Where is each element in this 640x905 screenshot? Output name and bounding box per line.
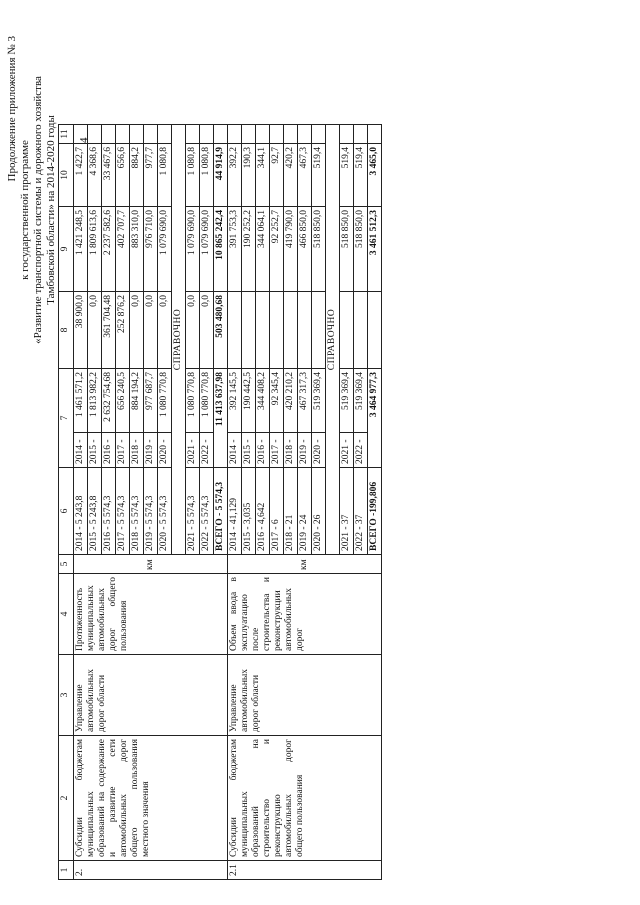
indicator-value: 2021 - 5 574,3 — [186, 468, 200, 555]
indicator-value: 2018 - 21 — [284, 468, 298, 555]
year: 2014 - — [74, 432, 88, 467]
indicator-value: 2016 - 5 574,3 — [102, 468, 116, 555]
header-line1: Продолжение приложения № 3 — [6, 36, 18, 182]
total-indicator: ВСЕГО - 5 574,3 — [214, 468, 228, 555]
federal-budget — [228, 292, 242, 369]
total-funding: 1 080 770,8 — [158, 369, 172, 433]
col-6: 6 — [59, 468, 74, 555]
year: 2022 - — [354, 432, 368, 467]
unit: км — [74, 555, 228, 574]
local-budget: 884,2 — [130, 144, 144, 207]
year: 2014 - — [228, 432, 242, 467]
extra-budget — [298, 125, 312, 144]
unit: км — [228, 555, 382, 574]
local-budget: 519,4 — [354, 144, 368, 207]
regional-budget: 518 850,0 — [340, 207, 354, 292]
regional-budget: 391 753,3 — [228, 207, 242, 292]
regional-budget: 402 707,7 — [116, 207, 130, 292]
year: 2015 - — [88, 432, 102, 467]
local-budget: 1 422,7 — [74, 144, 88, 207]
header — [6, 30, 58, 390]
federal-budget: 0,0 — [200, 292, 214, 369]
federal-budget — [242, 292, 256, 369]
total-funding: 420 210,2 — [284, 369, 298, 433]
total-regional: 10 865 242,4 — [214, 207, 228, 292]
total-funding: 519 369,4 — [354, 369, 368, 433]
total-extra — [368, 125, 382, 144]
total-funding: 656 240,5 — [116, 369, 130, 433]
extra-budget — [74, 125, 88, 144]
total-funding: 1 461 571,2 — [74, 369, 88, 433]
total-funding: 467 317,3 — [298, 369, 312, 433]
federal-budget: 0,0 — [158, 292, 172, 369]
extra-budget — [116, 125, 130, 144]
year: 2019 - — [144, 432, 158, 467]
regional-budget: 466 850,0 — [298, 207, 312, 292]
reference-label: СПРАВОЧНО — [172, 125, 186, 555]
local-budget: 519,4 — [340, 144, 354, 207]
year: 2016 - — [256, 432, 270, 467]
federal-budget — [354, 292, 368, 369]
federal-budget: 361 704,48 — [102, 292, 116, 369]
total-funding: 519 369,4 — [312, 369, 326, 433]
federal-budget — [312, 292, 326, 369]
federal-budget — [284, 292, 298, 369]
federal-budget — [340, 292, 354, 369]
block-2 — [74, 125, 228, 880]
total-funding: 92 345,4 — [270, 369, 284, 433]
table-row — [74, 125, 88, 880]
local-budget: 519,4 — [312, 144, 326, 207]
extra-budget — [102, 125, 116, 144]
total-funding: 392 145,5 — [228, 369, 242, 433]
total-regional: 3 461 512,3 — [368, 207, 382, 292]
extra-budget — [284, 125, 298, 144]
total-funding: 1 080 770,8 — [200, 369, 214, 433]
extra-budget — [158, 125, 172, 144]
regional-budget: 1 079 690,0 — [158, 207, 172, 292]
total-indicator: ВСЕГО -199,806 — [368, 468, 382, 555]
local-budget: 1 080,8 — [186, 144, 200, 207]
regional-budget: 883 310,0 — [130, 207, 144, 292]
block-2-1 — [228, 125, 382, 880]
year: 2020 - — [312, 432, 326, 467]
indicator: Объем ввода в эксплуатацию после строительства и реконструкции автомобильных дорог — [228, 574, 382, 655]
year: 2021 - — [186, 432, 200, 467]
year: 2018 - — [284, 432, 298, 467]
indicator-value: 2019 - 5 574,3 — [144, 468, 158, 555]
local-budget: 420,2 — [284, 144, 298, 207]
local-budget: 467,3 — [298, 144, 312, 207]
indicator-value: 2022 - 5 574,3 — [200, 468, 214, 555]
local-budget: 1 080,8 — [200, 144, 214, 207]
program-table — [58, 124, 382, 880]
col-2: 2 — [59, 736, 74, 861]
regional-budget: 2 237 582,6 — [102, 207, 116, 292]
year: 2022 - — [200, 432, 214, 467]
year: 2019 - — [298, 432, 312, 467]
indicator: Протяженность муниципальных автомобильных дорог общего пользования — [74, 574, 228, 655]
regional-budget: 1 809 613,6 — [88, 207, 102, 292]
page-number: 4 — [78, 137, 90, 143]
local-budget: 392,2 — [228, 144, 242, 207]
column-number-row — [59, 125, 74, 880]
extra-budget — [130, 125, 144, 144]
regional-budget: 976 710,0 — [144, 207, 158, 292]
local-budget: 92,7 — [270, 144, 284, 207]
total-funding: 1 080 770,8 — [186, 369, 200, 433]
table-row — [228, 125, 242, 880]
indicator-value: 2014 - 41,129 — [228, 468, 242, 555]
regional-budget: 518 850,0 — [354, 207, 368, 292]
indicator-value: 2017 - 6 — [270, 468, 284, 555]
total-federal — [368, 292, 382, 369]
year: 2016 - — [102, 432, 116, 467]
col-10: 10 — [59, 144, 74, 207]
federal-budget: 38 900,0 — [74, 292, 88, 369]
regional-budget: 518 850,0 — [312, 207, 326, 292]
extra-budget — [340, 125, 354, 144]
federal-budget — [298, 292, 312, 369]
header-line2: к государственной программе — [19, 140, 31, 280]
total-federal: 503 480,68 — [214, 292, 228, 369]
header-line4: Тамбовской области» на 2014-2020 годы — [45, 115, 57, 305]
total-funding: 11 413 637,98 — [214, 369, 228, 468]
extra-budget — [186, 125, 200, 144]
year: 2020 - — [158, 432, 172, 467]
indicator-value: 2022 - 37 — [354, 468, 368, 555]
executor: Управление автомобильных дорог области — [228, 655, 382, 736]
measure-name: Субсидии бюджетам муниципальных образований на строительство и реконструкцию автомобильных дорог общего пользования — [228, 736, 382, 861]
col-3: 3 — [59, 655, 74, 736]
reference-label: СПРАВОЧНО — [326, 125, 340, 555]
total-funding: 1 813 982,2 — [88, 369, 102, 433]
local-budget: 4 368,6 — [88, 144, 102, 207]
total-funding: 344 408,2 — [256, 369, 270, 433]
total-funding: 977 687,7 — [144, 369, 158, 433]
indicator-value: 2014 - 5 243,8 — [74, 468, 88, 555]
federal-budget: 0,0 — [88, 292, 102, 369]
year: 2021 - — [340, 432, 354, 467]
header-line3: «Развитие транспортной системы и дорожного хозяйства — [32, 76, 44, 344]
local-budget: 33 467,6 — [102, 144, 116, 207]
indicator-value: 2017 - 5 574,3 — [116, 468, 130, 555]
total-local: 44 914,9 — [214, 144, 228, 207]
regional-budget: 1 079 690,0 — [200, 207, 214, 292]
year: 2015 - — [242, 432, 256, 467]
indicator-value: 2019 - 24 — [298, 468, 312, 555]
indicator-value: 2018 - 5 574,3 — [130, 468, 144, 555]
total-funding: 3 464 977,3 — [368, 369, 382, 468]
total-extra — [214, 125, 228, 144]
extra-budget — [256, 125, 270, 144]
col-1: 1 — [59, 861, 74, 880]
total-funding: 2 632 754,68 — [102, 369, 116, 433]
regional-budget: 92 252,7 — [270, 207, 284, 292]
extra-budget — [88, 125, 102, 144]
executor: Управление автомобильных дорог области — [74, 655, 228, 736]
local-budget: 344,1 — [256, 144, 270, 207]
indicator-value: 2015 - 3,035 — [242, 468, 256, 555]
total-funding: 190 442,5 — [242, 369, 256, 433]
indicator-value: 2021 - 37 — [340, 468, 354, 555]
regional-budget: 344 064,1 — [256, 207, 270, 292]
local-budget: 1 080,8 — [158, 144, 172, 207]
col-9: 9 — [59, 207, 74, 292]
regional-budget: 1 079 690,0 — [186, 207, 200, 292]
col-8: 8 — [59, 292, 74, 369]
total-local: 3 465,0 — [368, 144, 382, 207]
row-number: 2. — [74, 861, 228, 880]
year: 2017 - — [270, 432, 284, 467]
regional-budget: 419 790,0 — [284, 207, 298, 292]
federal-budget: 0,0 — [144, 292, 158, 369]
total-funding: 519 369,4 — [340, 369, 354, 433]
indicator-value: 2020 - 26 — [312, 468, 326, 555]
extra-budget — [242, 125, 256, 144]
federal-budget — [256, 292, 270, 369]
regional-budget: 190 252,2 — [242, 207, 256, 292]
federal-budget: 0,0 — [186, 292, 200, 369]
federal-budget: 0,0 — [130, 292, 144, 369]
extra-budget — [312, 125, 326, 144]
local-budget: 977,7 — [144, 144, 158, 207]
indicator-value: 2016 - 4,642 — [256, 468, 270, 555]
regional-budget: 1 421 248,5 — [74, 207, 88, 292]
local-budget: 656,6 — [116, 144, 130, 207]
extra-budget — [200, 125, 214, 144]
col-7: 7 — [59, 369, 74, 468]
col-4: 4 — [59, 574, 74, 655]
col-11: 11 — [59, 125, 74, 144]
measure-name: Субсидии бюджетам муниципальных образований на содержание и развитие сети автомобильных дорог общего пользования местного значения — [74, 736, 228, 861]
federal-budget: 252 876,2 — [116, 292, 130, 369]
row-number: 2.1 — [228, 861, 382, 880]
extra-budget — [144, 125, 158, 144]
local-budget: 190,3 — [242, 144, 256, 207]
total-funding: 884 194,2 — [130, 369, 144, 433]
federal-budget — [270, 292, 284, 369]
extra-budget — [270, 125, 284, 144]
year: 2018 - — [130, 432, 144, 467]
col-5: 5 — [59, 555, 74, 574]
indicator-value: 2015 - 5 243,8 — [88, 468, 102, 555]
extra-budget — [354, 125, 368, 144]
extra-budget — [228, 125, 242, 144]
year: 2017 - — [116, 432, 130, 467]
indicator-value: 2020 - 5 574,3 — [158, 468, 172, 555]
